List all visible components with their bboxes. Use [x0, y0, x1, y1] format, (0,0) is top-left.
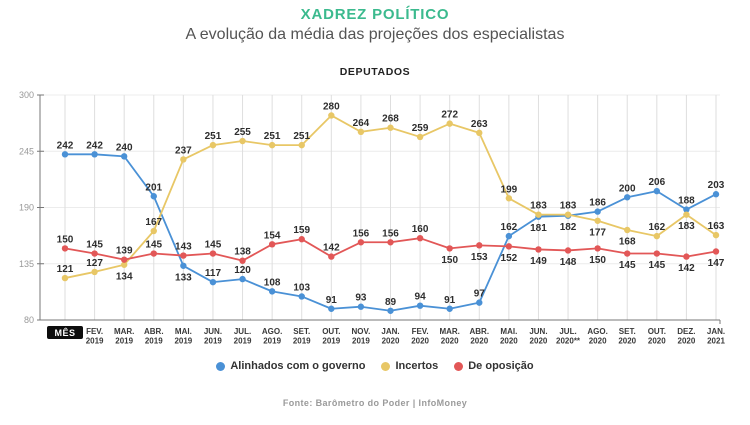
data-point [506, 243, 512, 249]
data-label: 142 [322, 242, 340, 254]
data-label: 91 [444, 294, 456, 306]
data-label: 134 [115, 271, 133, 283]
data-point [358, 129, 364, 135]
x-tick-label: JUL. 2020** [556, 327, 581, 346]
data-point [358, 304, 364, 310]
data-label: 145 [204, 239, 222, 251]
data-point [328, 306, 334, 312]
legend-item [381, 360, 438, 372]
data-point [417, 134, 423, 140]
x-tick-label: DEZ. 2020 [677, 327, 696, 346]
data-point [624, 194, 630, 200]
data-label: 181 [530, 223, 547, 235]
page-subtitle: A evolução da média das projeções dos especialistas [185, 26, 565, 43]
data-label: 280 [322, 101, 340, 113]
data-label: 183 [678, 221, 695, 233]
data-point [62, 245, 68, 251]
data-point [476, 299, 482, 305]
data-label: 145 [618, 260, 636, 272]
data-point [683, 253, 689, 259]
data-label: 150 [56, 234, 74, 246]
data-label: 145 [86, 239, 103, 251]
x-tick-label: JUN. 2019 [203, 327, 223, 346]
data-point [151, 193, 157, 199]
data-label: 127 [86, 257, 103, 269]
data-label: 162 [500, 222, 518, 234]
data-label: 201 [145, 182, 163, 194]
data-point [654, 188, 660, 194]
data-label: 145 [145, 239, 163, 251]
data-point [535, 211, 541, 217]
x-tick-label: JUL. 2019 [233, 327, 252, 346]
x-tick-label: JUN. 2020 [529, 327, 548, 346]
data-point [180, 263, 186, 269]
data-label: 188 [678, 195, 695, 207]
data-label: 154 [263, 230, 281, 242]
data-point [683, 211, 689, 217]
data-point [62, 151, 68, 157]
data-label: 168 [618, 236, 636, 248]
data-label: 264 [352, 117, 370, 129]
data-label: 138 [234, 246, 251, 258]
data-point [713, 191, 719, 197]
legend-item [454, 360, 533, 372]
data-label: 97 [473, 288, 485, 300]
legend-dot-icon [381, 362, 390, 371]
y-tick-label: 190 [18, 202, 34, 213]
data-point [121, 256, 127, 262]
data-label: 186 [589, 197, 606, 209]
x-tick-label: AGO. 2020 [587, 327, 608, 346]
data-point [180, 156, 186, 162]
data-point [299, 293, 305, 299]
data-point [476, 242, 482, 248]
data-point [151, 228, 157, 234]
data-point [654, 233, 660, 239]
legend-item [216, 360, 365, 372]
x-tick-label: AGO. 2019 [261, 327, 283, 346]
data-point [299, 236, 305, 242]
x-tick-label: MAI. 2019 [174, 327, 193, 346]
data-point [91, 151, 97, 157]
chart-svg [0, 85, 750, 350]
data-label: 152 [500, 252, 518, 264]
y-tick-label: 245 [18, 146, 34, 157]
data-point [476, 130, 482, 136]
data-point [535, 246, 541, 252]
data-point [417, 235, 423, 241]
data-label: 147 [707, 257, 725, 269]
data-label: 156 [352, 228, 370, 240]
data-label: 263 [470, 118, 488, 130]
data-label: 150 [441, 254, 459, 266]
data-point [269, 288, 275, 294]
data-label: 149 [530, 255, 547, 267]
data-label: 242 [56, 140, 74, 152]
data-label: 237 [175, 145, 192, 157]
data-label: 148 [559, 256, 577, 268]
x-tick-label: JAN. 2020 [381, 327, 400, 346]
data-point [91, 250, 97, 256]
data-point [565, 211, 571, 217]
data-point [210, 279, 216, 285]
data-point [417, 302, 423, 308]
data-label: 203 [707, 180, 725, 192]
x-tick-label: MAR. 2020 [439, 327, 460, 346]
data-label: 156 [382, 228, 399, 240]
data-point [210, 250, 216, 256]
data-point [239, 257, 245, 263]
data-label: 183 [530, 200, 547, 212]
x-tick-label: NOV. 2019 [351, 327, 371, 346]
data-point [151, 250, 157, 256]
data-point [269, 142, 275, 148]
data-point [269, 241, 275, 247]
data-label: 117 [204, 268, 222, 280]
x-tick-label: FEV. 2020 [411, 327, 429, 346]
data-point [387, 308, 393, 314]
data-label: 143 [175, 241, 192, 253]
data-label: 206 [648, 177, 666, 189]
data-label: 160 [411, 224, 429, 236]
data-label: 199 [500, 184, 518, 196]
legend-label: Alinhados com o governo [230, 360, 366, 372]
data-label: 91 [325, 294, 337, 306]
data-label: 272 [441, 109, 459, 121]
data-point [239, 276, 245, 282]
x-tick-label: OUT. 2020 [647, 327, 666, 346]
x-tick-label: ABR. 2019 [143, 327, 164, 346]
chart-title: DEPUTADOS [339, 66, 411, 78]
legend-label: Incertos [395, 360, 439, 372]
data-label: 153 [470, 251, 488, 263]
data-label: 251 [204, 131, 222, 143]
data-point [565, 247, 571, 253]
data-point [624, 250, 630, 256]
y-tick-label: 300 [18, 90, 34, 100]
legend-dot-icon [216, 362, 225, 371]
y-tick-label: 135 [18, 258, 34, 269]
data-point [446, 245, 452, 251]
data-label: 251 [263, 131, 281, 143]
data-point [713, 232, 719, 238]
data-label: 268 [382, 113, 399, 125]
data-label: 200 [618, 183, 636, 195]
page-title: XADREZ POLÍTICO [300, 6, 450, 23]
data-label: 251 [293, 131, 311, 143]
data-point [713, 248, 719, 254]
x-tick-label: SET. 2020 [618, 327, 637, 346]
data-label: 121 [56, 264, 74, 276]
data-point [446, 306, 452, 312]
deputados-line-chart [0, 85, 750, 350]
data-label: 89 [384, 296, 397, 308]
data-label: 103 [293, 282, 311, 294]
data-point [594, 208, 600, 214]
chart-legend [0, 360, 750, 372]
data-label: 133 [175, 272, 192, 284]
x-tick-label: OUT. 2019 [322, 327, 341, 346]
data-label: 167 [145, 217, 163, 229]
data-label: 182 [559, 222, 577, 234]
data-point [387, 125, 393, 131]
data-label: 150 [589, 254, 606, 266]
legend-label: De oposição [468, 360, 534, 372]
data-label: 139 [115, 245, 133, 257]
data-point [210, 142, 216, 148]
data-label: 242 [86, 140, 103, 152]
legend-dot-icon [454, 362, 463, 371]
x-tick-label: MAR. 2019 [113, 327, 135, 346]
data-point [594, 245, 600, 251]
x-tick-label: ABR. 2020 [469, 327, 490, 346]
x-tick-label: JAN. 2021 [706, 327, 726, 346]
data-point [387, 239, 393, 245]
x-tick-label: MAI. 2020 [499, 327, 518, 346]
data-point [358, 239, 364, 245]
x-tick-label: SET. 2019 [292, 327, 311, 346]
data-label: 120 [234, 265, 251, 277]
data-point [91, 269, 97, 275]
x-axis-header-label: MÊS [54, 328, 76, 338]
data-point [506, 195, 512, 201]
data-point [446, 120, 452, 126]
data-label: 108 [263, 277, 281, 289]
y-tick-label: 80 [23, 315, 34, 325]
data-label: 162 [648, 222, 666, 234]
data-point [299, 142, 305, 148]
data-point [328, 112, 334, 118]
data-label: 145 [648, 260, 666, 272]
data-point [624, 227, 630, 233]
x-tick-label: FEV. 2019 [85, 327, 104, 346]
data-point [654, 250, 660, 256]
data-label: 240 [115, 142, 133, 154]
data-label: 93 [355, 292, 367, 304]
data-label: 142 [678, 263, 695, 275]
data-point [594, 218, 600, 224]
source-credit: Fonte: Barômetro do Poder | InfoMoney [282, 398, 468, 408]
data-label: 183 [559, 200, 577, 212]
data-point [506, 233, 512, 239]
data-label: 163 [707, 221, 725, 233]
data-point [62, 275, 68, 281]
data-label: 159 [293, 225, 311, 237]
data-label: 259 [411, 122, 429, 134]
data-point [121, 153, 127, 159]
data-point [239, 138, 245, 144]
data-label: 255 [234, 127, 251, 139]
data-point [328, 253, 334, 259]
data-label: 94 [414, 291, 426, 303]
data-label: 177 [589, 227, 606, 239]
data-point [180, 252, 186, 258]
